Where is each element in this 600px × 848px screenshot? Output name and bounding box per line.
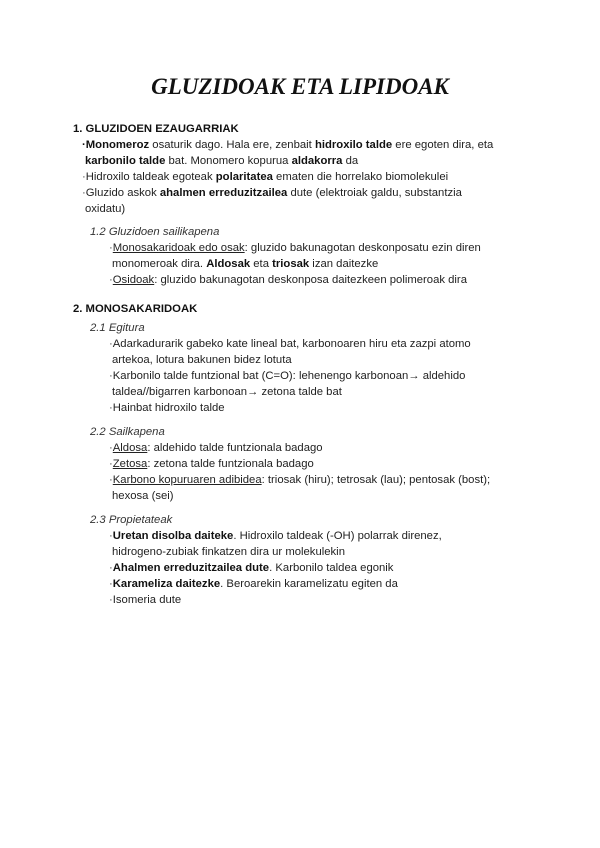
s1-paragraph-3-line-2: oxidatu) bbox=[85, 203, 126, 215]
bold-term: karbonilo talde bbox=[85, 155, 166, 167]
underlined-term: Osidoak bbox=[112, 274, 155, 286]
bullet: · bbox=[82, 139, 86, 151]
s1-paragraph-2: ·Hidroxilo taldeak egoteak polaritatea ematen die horrelako biomolekulei bbox=[82, 171, 449, 183]
s2-3-paragraph-1-line-1: ·Uretan disolba daiteke. Hidroxilo taldeak (-OH) polarrak direnez, bbox=[109, 530, 442, 542]
bold-term: Aldosak bbox=[206, 258, 251, 270]
s2-3-paragraph-2: ·Ahalmen erreduzitzailea dute. Karbonilo taldea egonik bbox=[109, 562, 394, 574]
bullet: · bbox=[82, 171, 86, 183]
s2-3-paragraph-3: ·Karameliza daitezke. Beroarekin karamelizatu egiten da bbox=[109, 578, 398, 590]
bold-term: Karameliza daitezke bbox=[112, 578, 221, 590]
bold-term: Ahalmen erreduzitzailea dute bbox=[112, 562, 270, 574]
subsection-heading-2-2: 2.2 Sailkapena bbox=[90, 426, 165, 438]
bold-term: hidroxilo talde bbox=[314, 139, 393, 151]
document-title: GLUZIDOAK ETA LIPIDOAK bbox=[151, 74, 449, 99]
s2-1-paragraph-1-line-1: ·Adarkadurarik gabeko kate lineal bat, karbonoaren hiru eta zazpi atomo bbox=[109, 338, 471, 350]
bold-term: Uretan disolba daiteke bbox=[112, 530, 234, 542]
bold-term: polaritatea bbox=[215, 171, 273, 183]
bullet: · bbox=[109, 474, 113, 486]
underlined-term: Zetosa bbox=[112, 458, 148, 470]
underlined-term: Aldosa bbox=[112, 442, 148, 454]
s1-2-paragraph-2: ·Osidoak: gluzido bakunagotan deskonposa daitezkeen polimeroak dira bbox=[109, 274, 467, 286]
bold-term: triosak bbox=[272, 258, 310, 270]
bullet: · bbox=[109, 442, 113, 454]
bullet: · bbox=[109, 274, 113, 286]
bullet: · bbox=[109, 458, 113, 470]
s1-paragraph-3-line-1: ·Gluzido askok ahalmen erreduzitzailea dute (elektroiak galdu, substantzia bbox=[82, 187, 462, 199]
underlined-term: Karbono kopuruaren adibidea bbox=[112, 474, 262, 486]
section-heading-1: 1. GLUZIDOEN EZAUGARRIAK bbox=[73, 123, 239, 135]
bullet: · bbox=[109, 594, 113, 606]
bold-term: Monomeroz bbox=[85, 139, 150, 151]
bullet: · bbox=[109, 338, 113, 350]
s2-1-paragraph-2-line-1: ·Karbonilo talde funtzional bat (C=O): lehenengo karbonoan→ aldehido bbox=[109, 370, 466, 382]
s1-paragraph-1-line-1: ·Monomeroz osaturik dago. Hala ere, zenbait hidroxilo talde ere egoten dira, eta bbox=[82, 139, 494, 151]
s1-2-paragraph-1-line-2: monomeroak dira. Aldosak eta triosak izan daitezke bbox=[112, 258, 379, 270]
s1-paragraph-1-line-2: karbonilo talde bat. Monomero kopurua aldakorra da bbox=[85, 155, 359, 167]
bullet: · bbox=[109, 402, 113, 414]
bullet: · bbox=[109, 562, 113, 574]
subsection-heading-2-3: 2.3 Propietateak bbox=[90, 514, 173, 526]
bold-term: ahalmen erreduzitzailea bbox=[159, 187, 288, 199]
bullet: · bbox=[82, 187, 86, 199]
bullet: · bbox=[109, 242, 113, 254]
s2-3-paragraph-1-line-2: hidrogeno-zubiak finkatzen dira ur molekulekin bbox=[112, 546, 345, 558]
s2-2-paragraph-3-line-2: hexosa (sei) bbox=[112, 490, 174, 502]
bullet: · bbox=[109, 530, 113, 542]
s2-1-paragraph-2-line-2: taldea//bigarren karbonoan→ zetona talde bat bbox=[112, 386, 342, 398]
bullet: · bbox=[109, 578, 113, 590]
s2-1-paragraph-3: ·Hainbat hidroxilo talde bbox=[109, 402, 225, 414]
s2-3-paragraph-4: ·Isomeria dute bbox=[109, 594, 182, 606]
bold-term: aldakorra bbox=[291, 155, 343, 167]
subsection-heading-2-1: 2.1 Egitura bbox=[90, 322, 145, 334]
section-heading-2: 2. MONOSAKARIDOAK bbox=[73, 303, 198, 315]
s2-2-paragraph-1: ·Aldosa: aldehido talde funtzionala badago bbox=[109, 442, 323, 454]
s1-2-paragraph-1-line-1: ·Monosakaridoak edo osak: gluzido bakunagotan deskonposatu ezin diren bbox=[109, 242, 481, 254]
underlined-term: Monosakaridoak edo osak bbox=[112, 242, 245, 254]
s2-2-paragraph-2: ·Zetosa: zetona talde funtzionala badago bbox=[109, 458, 314, 470]
s2-2-paragraph-3-line-1: ·Karbono kopuruaren adibidea: triosak (hiru); tetrosak (lau); pentosak (bost); bbox=[109, 474, 491, 486]
s2-1-paragraph-1-line-2: artekoa, lotura bakunen bidez lotuta bbox=[112, 354, 292, 366]
bullet: · bbox=[109, 370, 113, 382]
subsection-heading-1-2: 1.2 Gluzidoen sailikapena bbox=[90, 226, 220, 238]
